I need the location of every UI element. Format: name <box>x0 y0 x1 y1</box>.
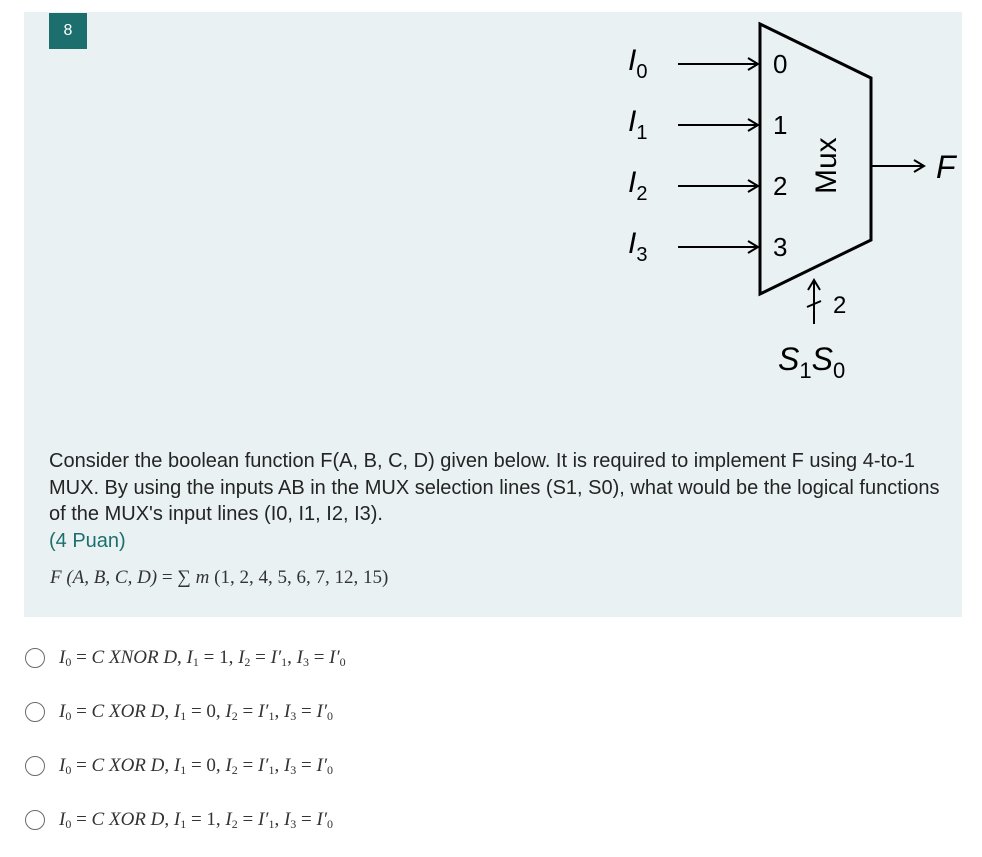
question-text <box>49 448 949 554</box>
port-label-3: 3 <box>773 232 788 262</box>
input-label-i1: $I_1$ <box>628 105 648 144</box>
select-width-label: 2 <box>833 292 847 319</box>
sigma-symbol: ∑ <box>177 567 191 588</box>
input-label-i2: $I_2$ <box>628 166 648 205</box>
option-text: $I_0 = C$ XOR D, $I_1 = 0$, $I_2 = I'_1$, $I_3 = I'_0$ <box>59 700 333 723</box>
select-lines-label: $S_1S_0$ <box>778 341 846 383</box>
port-label-1: 1 <box>773 110 788 140</box>
formula-lhs: F (A, B, C, D) <box>50 567 158 588</box>
port-label-0: 0 <box>773 49 788 79</box>
output-label-f: F <box>936 149 956 185</box>
input-label-i0: $I_0$ <box>628 44 648 83</box>
answer-option-3[interactable] <box>25 752 333 780</box>
formula-equals: = <box>157 567 178 588</box>
radio-button[interactable] <box>25 702 45 722</box>
boolean-formula <box>50 567 388 589</box>
mux-diagram <box>614 18 956 398</box>
answer-option-1[interactable] <box>25 644 346 672</box>
question-points: (4 Puan) <box>49 529 126 552</box>
input-label-i3: $I_3$ <box>628 227 648 266</box>
question-number-badge: 8 <box>49 13 87 49</box>
option-text: $I_0 = C$ XNOR D, $I_1 = 1$, $I_2 = I'_1$, $I_3 = I'_0$ <box>59 646 346 669</box>
port-label-2: 2 <box>773 171 788 201</box>
formula-m: m <box>195 567 210 588</box>
formula-minterms: (1, 2, 4, 5, 6, 7, 12, 15) <box>209 567 389 588</box>
answer-option-4[interactable] <box>25 806 333 834</box>
radio-button[interactable] <box>25 810 45 830</box>
radio-button[interactable] <box>25 648 45 668</box>
question-card <box>24 12 962 617</box>
mux-label: Mux <box>810 137 843 194</box>
radio-button[interactable] <box>25 756 45 776</box>
option-text: $I_0 = C$ XOR D, $I_1 = 0$, $I_2 = I'_1$, $I_3 = I'_0$ <box>59 754 333 777</box>
answer-option-2[interactable] <box>25 698 333 726</box>
question-body: Consider the boolean function F(A, B, C, D) given below. It is required to implement F using 4-to-1 MUX. By using the inputs AB in the MUX selection lines (S1, S0), what would be the logical functions of the MUX's input lines (I0, I1, I2, I3). <box>49 450 940 525</box>
option-text: $I_0 = C$ XOR D, $I_1 = 1$, $I_2 = I'_1$, $I_3 = I'_0$ <box>59 808 333 831</box>
